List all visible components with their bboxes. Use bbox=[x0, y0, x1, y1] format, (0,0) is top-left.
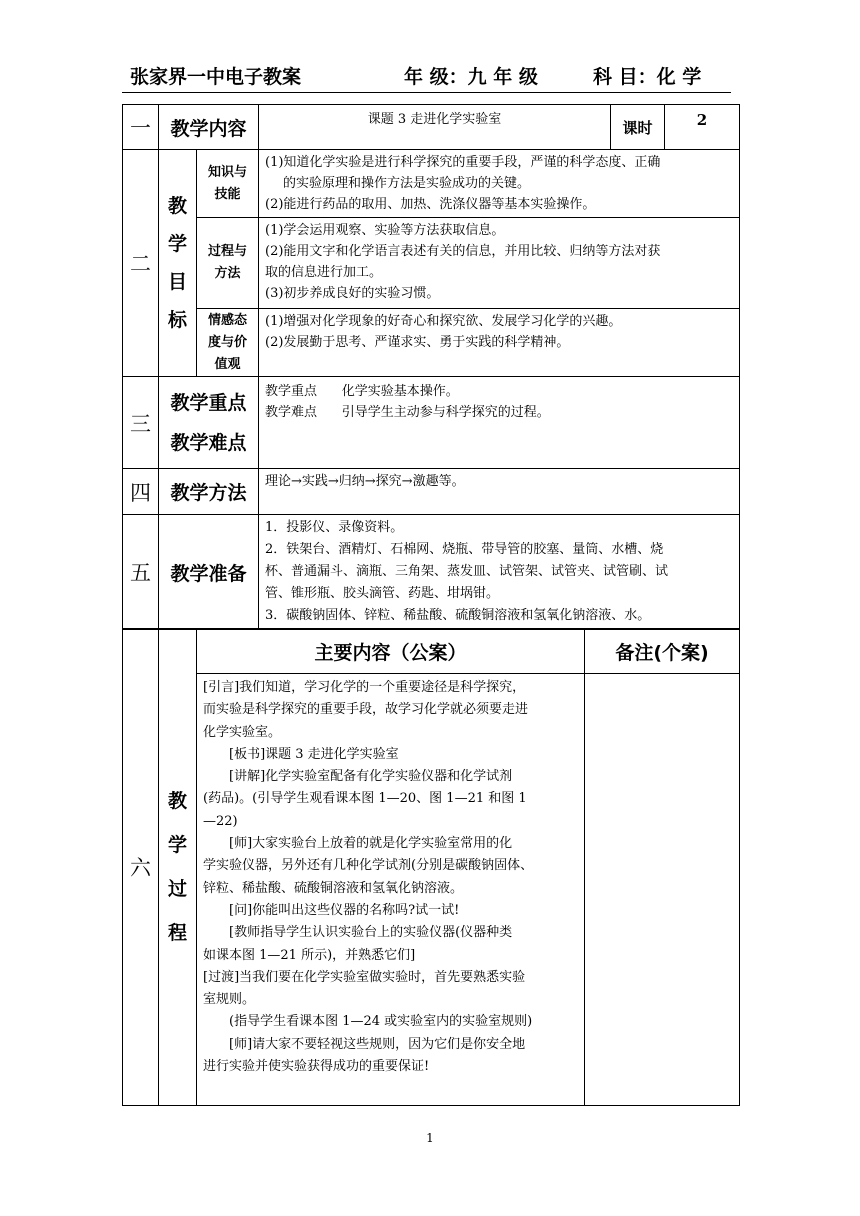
school-title: 张家界一中电子教案 bbox=[130, 66, 302, 88]
row-content bbox=[123, 105, 740, 150]
process-line: [引言]我们知道，学习化学的一个重要途径是科学探究， bbox=[203, 680, 526, 695]
method-label: 教学方法 bbox=[159, 469, 259, 515]
method-text: 理论→实践→归纳→探究→激趣等。 bbox=[259, 469, 740, 515]
goal-label-process: 过程与 方法 bbox=[197, 218, 259, 309]
keypoints-text: 教学重点 化学实验基本操作。 教学难点 引导学生主动参与科学探究的过程。 bbox=[259, 377, 740, 469]
process-line: (药品)。(引导学生观看课本图 1—20、图 1—21 和图 1 bbox=[203, 791, 527, 807]
row-label: 教学内容 bbox=[159, 105, 259, 150]
process-header-row bbox=[123, 629, 740, 674]
plan-table-process bbox=[122, 628, 740, 1106]
goal-text-process: (1)学会运用观察、实验等方法获取信息。 (2)能用文字和化学语言表述有关的信息，并用比较、归纳等方法对获 取的信息进行加工。 (3)初步养成良好的实验习惯。 bbox=[259, 218, 740, 309]
goal-label-attitude: 情感态 度与价 值观 bbox=[197, 309, 259, 377]
process-text bbox=[197, 674, 585, 1106]
process-body-row bbox=[123, 674, 740, 1106]
process-line: 学实验仪器，另外还有几种化学试剂(分别是碳酸钠固体、 bbox=[203, 858, 534, 874]
row-num: 四 bbox=[123, 469, 159, 515]
plan-table-mid bbox=[122, 376, 740, 630]
goal-row bbox=[123, 218, 740, 309]
period-value: 2 bbox=[665, 105, 740, 150]
process-line: [讲解]化学实验室配备有化学实验仪器和化学试剂 bbox=[229, 769, 513, 785]
goal-label-knowledge: 知识与 技能 bbox=[197, 150, 259, 218]
row-method bbox=[123, 469, 740, 515]
process-line: [师]大家实验台上放着的就是化学实验室常用的化 bbox=[229, 836, 513, 852]
process-line: [教师指导学生认识实验台上的实验仪器(仪器种类 bbox=[229, 925, 513, 941]
process-label: 教 学 过 程 bbox=[159, 629, 197, 1106]
process-line: —22) bbox=[203, 813, 238, 829]
plan-table-top bbox=[122, 104, 740, 150]
process-line: [问]你能叫出这些仪器的名称吗?试一试! bbox=[229, 902, 460, 918]
period-label: 课时 bbox=[611, 105, 665, 150]
page-number: 1 bbox=[426, 1131, 434, 1145]
keypoints-label: 教学重点 教学难点 bbox=[159, 377, 259, 469]
row-num: 一 bbox=[123, 105, 159, 150]
goal-text-knowledge: (1)知道化学实验是进行科学探究的重要手段，严谨的科学态度、正确 的实验原理和操作方法是实验成功的关键。 (2)能进行药品的取用、加热、洗涤仪器等基本实验操作。 bbox=[259, 150, 740, 218]
process-line: 化学实验室。 bbox=[203, 724, 282, 740]
preparation-label: 教学准备 bbox=[159, 515, 259, 630]
process-line: [板书]课题 3 走进化学实验室 bbox=[229, 746, 399, 762]
lesson-topic: 课题 3 走进化学实验室 bbox=[259, 105, 611, 150]
preparation-text: 1．投影仪、录像资料。 2．铁架台、酒精灯、石棉网、烧瓶、带导管的胶塞、量筒、水槽、烧 杯、普通漏斗、滴瓶、三角架、蒸发皿、试管架、试管夹、试管刷、试 管、锥形瓶、胶头滴管、药匙、坩埚钳。 3．碳酸钠固体、锌粒、稀盐酸、硫酸铜溶液和氢氧化钠溶液、水。 bbox=[259, 515, 740, 630]
process-line: (指导学生看课本图 1—24 或实验室内的实验室规则) bbox=[229, 1014, 533, 1030]
row-keypoints bbox=[123, 377, 740, 469]
process-line: [过渡]当我们要在化学实验室做实验时，首先要熟悉实验 bbox=[203, 969, 526, 985]
notes-header: 备注(个案) bbox=[585, 629, 740, 674]
process-line: 进行实验并使实验获得成功的重要保证! bbox=[203, 1059, 430, 1075]
notes-cell bbox=[585, 674, 740, 1106]
goal-row bbox=[123, 150, 740, 218]
process-line: 锌粒、稀盐酸、硫酸铜溶液和氢氧化钠溶液。 bbox=[203, 880, 464, 896]
goal-row bbox=[123, 309, 740, 377]
row-num: 三 bbox=[123, 377, 159, 469]
goals-label: 教 学 目 标 bbox=[159, 150, 197, 377]
page-header bbox=[130, 62, 730, 90]
process-line: 室规则。 bbox=[203, 992, 256, 1008]
goal-text-attitude: (1)增强对化学现象的好奇心和探究欲、发展学习化学的兴趣。 (2)发展勤于思考、严谨求实、勇于实践的科学精神。 bbox=[259, 309, 740, 377]
header-rule bbox=[122, 92, 731, 93]
main-content-header: 主要内容（公案） bbox=[197, 629, 585, 674]
row-num: 五 bbox=[123, 515, 159, 630]
process-line: 如课本图 1—21 所示)，并熟悉它们] bbox=[203, 947, 416, 963]
row-preparation bbox=[123, 515, 740, 630]
row-num: 二 bbox=[123, 150, 159, 377]
row-num: 六 bbox=[123, 629, 159, 1106]
grade-label: 年 级：九 年 级 bbox=[404, 66, 538, 88]
process-line: [师]请大家不要轻视这些规则，因为它们是你安全地 bbox=[229, 1036, 526, 1052]
plan-table-goals bbox=[122, 149, 740, 377]
process-line: 而实验是科学探究的重要手段，故学习化学就必须要走进 bbox=[203, 702, 529, 718]
subject-label: 科 目：化 学 bbox=[593, 66, 702, 88]
